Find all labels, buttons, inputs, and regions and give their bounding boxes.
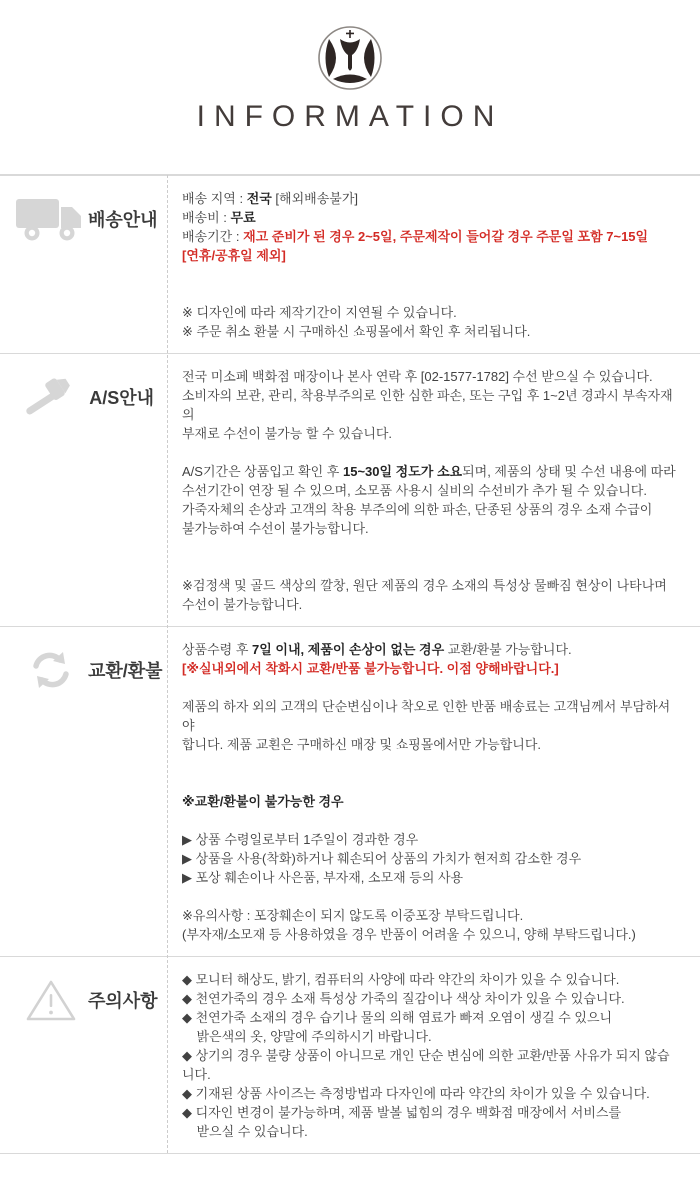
text-line: ◆ 기재된 상품 사이즈는 측정방법과 다자인에 따라 약간의 차이가 있을 수 있습니다.	[182, 1086, 650, 1101]
bottom-spacer	[0, 1154, 700, 1180]
section-title: 교환/환불	[88, 661, 163, 681]
page-header	[0, 0, 700, 174]
section-title: 배송안내	[88, 210, 158, 230]
text-line: [※실내외에서 착화시 교환/반품 불가능합니다. 이점 양해바랍니다.]	[182, 661, 559, 676]
text-line: 소비자의 보관, 관리, 착용부주의로 인한 심한 파손, 또는 구입 후 1~2년 경과시 부속자재의	[182, 388, 673, 422]
text-line: 밝은색의 옷, 양말에 주의하시기 바랍니다.	[182, 1029, 432, 1044]
text-line: A/S기간은 상품입고 확인 후 15~30일 정도가 소요되며, 제품의 상태 및 수선 내용에 따라	[182, 464, 676, 479]
section-precautions-content	[167, 957, 700, 1153]
vertical-dashed-divider	[167, 175, 168, 1153]
section-exchange-refund-label	[0, 627, 167, 707]
text-line: ※교환/환불이 불가능한 경우	[182, 794, 344, 809]
text-line: 부재로 수선이 불가능 할 수 있습니다.	[182, 426, 393, 441]
text-line: 배송비 : 무료	[182, 210, 256, 225]
text-line	[182, 754, 682, 773]
brand-emblem-icon	[313, 24, 387, 94]
text-line: ※ 주문 취소 환불 시 구매하신 쇼핑몰에서 확인 후 처리됩니다.	[182, 324, 531, 339]
text-line: ◆ 천연가죽의 경우 소재 특성상 가죽의 질감이나 색상 차이가 있을 수 있습니다.	[182, 991, 625, 1006]
text-line: ※유의사항 : 포장훼손이 되지 않도록 이중포장 부탁드립니다.	[182, 908, 524, 923]
text-line	[182, 265, 682, 284]
section-shipping-label	[0, 176, 167, 256]
text-line	[182, 284, 682, 303]
section-after-service-label	[0, 354, 167, 434]
text-line	[182, 773, 682, 792]
text-line	[182, 443, 682, 462]
text-line: 배송 지역 : 전국 [해외배송불가]	[182, 191, 358, 206]
section-precautions	[0, 956, 700, 1153]
text-line: [연휴/공휴일 제외]	[182, 248, 286, 263]
text-line: (부자재/소모재 등 사용하였을 경우 반품이 어려울 수 있으니, 양해 부탁드립니다.)	[182, 927, 636, 942]
text-line: 수선기간이 연장 될 수 있으며, 소모품 사용시 실비의 수선비가 추가 될 수 있습니다.	[182, 483, 647, 498]
text-line	[182, 811, 682, 830]
text-line: 제품의 하자 외의 고객의 단순변심이나 착오로 인한 반품 배송료는 고객님께서 부담하셔야	[182, 699, 671, 733]
text-line: 상품수령 후 7일 이내, 제품이 손상이 없는 경우 교환/환불 가능합니다.	[182, 642, 572, 657]
text-line: ◆ 모니터 해상도, 밝기, 컴퓨터의 사양에 따라 약간의 차이가 있을 수 있습니다.	[182, 972, 620, 987]
text-line: ◆ 천연가죽 소재의 경우 습기나 물의 의해 염료가 빠져 오염이 생길 수 있으니	[182, 1010, 613, 1025]
section-after-service-content	[167, 354, 700, 626]
text-line	[182, 557, 682, 576]
page-title: INFORMATION	[196, 100, 504, 133]
info-sections	[0, 174, 700, 1154]
hammer-icon	[14, 370, 88, 424]
text-line: ※검정색 및 골드 색상의 깔창, 원단 제품의 경우 소재의 특성상 물빠짐 현상이 나타나며	[182, 578, 667, 593]
refresh-icon	[14, 643, 88, 697]
text-line	[182, 678, 682, 697]
text-line: ◆ 상기의 경우 불량 상품이 아니므로 개인 단순 변심에 의한 교환/반품 사유가 되지 않습니다.	[182, 1048, 670, 1082]
section-exchange-refund-content	[167, 627, 700, 956]
text-line	[182, 538, 682, 557]
section-title: A/S안내	[89, 388, 154, 408]
section-shipping	[0, 175, 700, 353]
text-line: 수선이 불가능합니다.	[182, 597, 303, 612]
text-line: 가죽자체의 손상과 고객의 착용 부주의에 의한 파손, 단종된 상품의 경우 소재 수급이	[182, 502, 653, 517]
section-precautions-label	[0, 957, 167, 1037]
warning-triangle-icon	[14, 973, 88, 1027]
text-line: 배송기간 : 재고 준비가 된 경우 2~5일, 주문제작이 들어갈 경우 주문일 포함 7~15일	[182, 229, 649, 244]
text-line: 불가능하여 수선이 불가능합니다.	[182, 521, 369, 536]
section-shipping-content	[167, 176, 700, 353]
text-line: ▶ 상품을 사용(착화)하거나 훼손되어 상품의 가치가 현저희 감소한 경우	[182, 851, 582, 866]
section-exchange-refund	[0, 626, 700, 956]
text-line: ▶ 상품 수령일로부터 1주일이 경과한 경우	[182, 832, 419, 847]
truck-icon	[14, 192, 88, 246]
section-after-service	[0, 353, 700, 626]
text-line: 전국 미소페 백화점 매장이나 본사 연락 후 [02-1577-1782] 수선 받으실 수 있습니다.	[182, 369, 653, 384]
text-line: 합니다. 제품 교횐은 구매하신 매장 및 쇼핑몰에서만 가능합니다.	[182, 737, 542, 752]
text-line	[182, 887, 682, 906]
text-line: 받으실 수 있습니다.	[182, 1124, 308, 1139]
section-title: 주의사항	[88, 991, 158, 1011]
text-line: ◆ 디자인 변경이 불가능하며, 제품 발볼 넓힘의 경우 백화점 매장에서 서비스를	[182, 1105, 622, 1120]
text-line: ※ 디자인에 따라 제작기간이 지연될 수 있습니다.	[182, 305, 457, 320]
text-line: ▶ 포상 훼손이나 사은품, 부자재, 소모재 등의 사용	[182, 870, 464, 885]
